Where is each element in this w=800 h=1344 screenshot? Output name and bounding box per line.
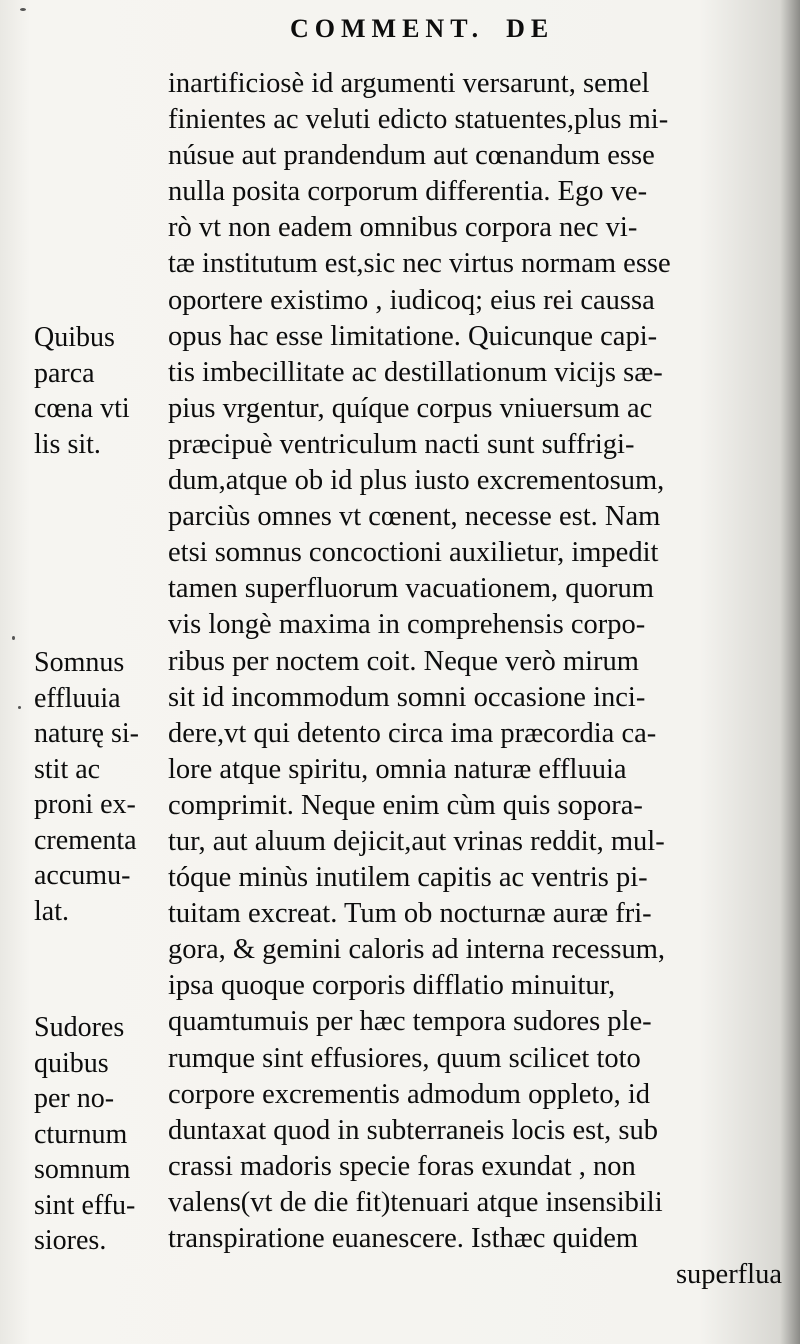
text-line: dere,vt qui detento circa ima præcordia ca- xyxy=(168,717,657,749)
running-header xyxy=(290,14,690,44)
marginal-line: somnum xyxy=(34,1154,131,1185)
marginal-line: quibus xyxy=(34,1047,109,1079)
text-line: etsi somnus concoctioni auxilietur, impedit xyxy=(168,537,659,569)
text-line: nulla posita corporum differentia. Ego ve- xyxy=(168,176,648,208)
text-line: valens(vt de die fit)tenuari atque insensibili xyxy=(168,1186,663,1218)
text-line: tuitam excreat. Tum ob nocturnæ auræ fri- xyxy=(168,898,652,930)
text-line: inartificiosè id argumenti versarunt, semel xyxy=(168,68,650,99)
marginal-line: siores. xyxy=(34,1225,107,1256)
marginal-line: accumu- xyxy=(34,860,131,891)
ink-speck xyxy=(12,636,15,640)
text-line: rò vt non eadem omnibus corpora nec vi- xyxy=(168,212,638,244)
header-word-comment: COMMENT. xyxy=(290,14,485,43)
text-line: ribus per noctem coit. Neque verò mirum xyxy=(168,645,639,677)
marginal-note-sudores xyxy=(34,1010,170,1259)
marginal-line: proni ex- xyxy=(34,789,136,820)
text-line: finientes ac veluti edicto statuentes,plus mi- xyxy=(168,104,669,136)
text-line: tóque minùs inutilem capitis ac ventris pi- xyxy=(168,862,648,894)
text-line: opus hac esse limitatione. Quicunque capi- xyxy=(168,320,658,352)
marginal-line: cœna vti xyxy=(34,393,130,424)
ink-speck xyxy=(18,706,21,709)
marginal-line: sint effu- xyxy=(34,1189,136,1221)
text-line: núsue aut prandendum aut cœnandum esse xyxy=(168,140,655,172)
text-line: ipsa quoque corporis difflatio minuitur, xyxy=(168,970,616,1002)
text-line: vis longè maxima in comprehensis corpo- xyxy=(168,609,646,641)
text-line: sit id incommodum somni occasione inci- xyxy=(168,681,646,713)
marginal-line: lis sit. xyxy=(34,428,101,460)
text-line: quamtumuis per hæc tempora sudores ple- xyxy=(168,1006,652,1038)
marginal-line: stit ac xyxy=(34,753,101,785)
marginal-line: cturnum xyxy=(34,1118,128,1150)
marginal-line: crementa xyxy=(34,824,137,856)
catchword: superflua xyxy=(675,1259,782,1291)
text-line: tæ institutum est,sic nec virtus normam esse xyxy=(168,248,671,280)
text-line: gora, & gemini caloris ad interna recessum, xyxy=(168,934,665,966)
marginal-note-parca-cena xyxy=(34,320,170,462)
text-line: dum,atque ob id plus iusto excrementosum, xyxy=(168,465,665,497)
marginal-line: naturę si- xyxy=(34,718,139,749)
text-line: comprimit. Neque enim cùm quis sopora- xyxy=(168,789,643,821)
marginal-line: Sudores xyxy=(34,1012,125,1043)
text-line: tamen superfluorum vacuationem, quorum xyxy=(168,573,654,605)
text-line: parciùs omnes vt cœnent, necesse est. Nam xyxy=(168,501,661,533)
text-line: pius vrgentur, quíque corpus vniuersum ac xyxy=(168,392,653,424)
marginal-note-somnus xyxy=(34,645,170,929)
text-line: præcipuè ventriculum nacti sunt suffrigi- xyxy=(168,428,635,460)
text-line: transpiratione euanescere. Isthæc quidem xyxy=(168,1223,639,1254)
text-line: tis imbecillitate ac destillationum vicijs sæ- xyxy=(168,356,663,388)
text-line: duntaxat quod in subterraneis locis est, sub xyxy=(168,1114,658,1146)
text-line: lore atque spiritu, omnia naturæ effluuia xyxy=(168,753,627,785)
marginal-line: effluuia xyxy=(34,682,121,714)
text-line: crassi madoris specie foras exundat , non xyxy=(168,1150,636,1182)
text-line: corpore excrementis admodum oppleto, id xyxy=(168,1078,650,1110)
text-line: rumque sint effusiores, quum scilicet toto xyxy=(168,1042,641,1074)
marginal-line: lat. xyxy=(34,895,69,927)
main-text-block xyxy=(168,66,790,1293)
text-line: oportere existimo , iudicoq; eius rei caussa xyxy=(168,284,655,316)
marginal-line: parca xyxy=(34,357,95,389)
ink-speck xyxy=(20,8,26,11)
text-line: tur, aut aluum dejicit,aut vrinas reddit, mul- xyxy=(168,825,665,857)
marginal-line: per no- xyxy=(34,1083,115,1114)
header-word-de: DE xyxy=(506,14,555,43)
marginal-line: Somnus xyxy=(34,647,125,678)
marginal-line: Quibus xyxy=(34,322,115,353)
